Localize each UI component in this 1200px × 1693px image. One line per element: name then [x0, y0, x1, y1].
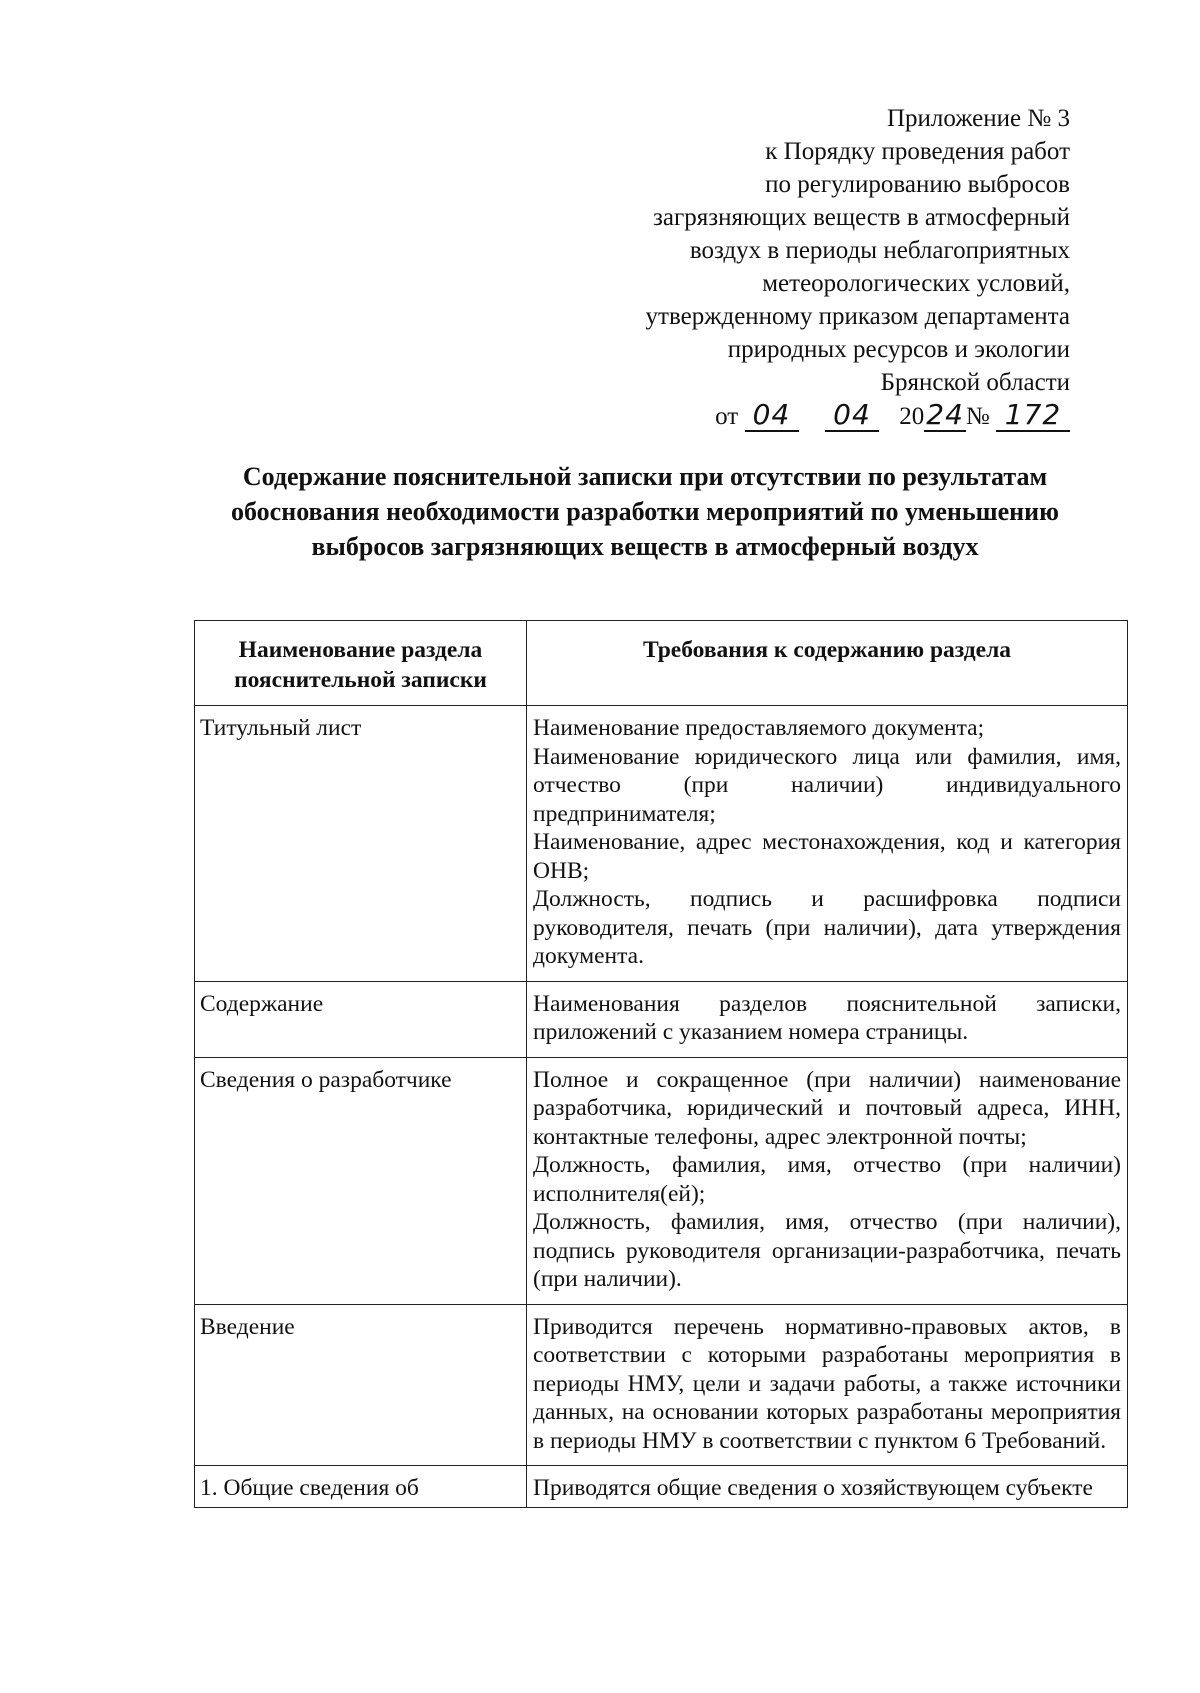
- section-name-cell: Содержание: [195, 981, 527, 1057]
- annex-line: к Порядку проведения работ: [765, 138, 1070, 165]
- annex-line: метеорологических условий,: [762, 270, 1070, 297]
- year-prefix: 20: [899, 403, 925, 430]
- annex-line: утвержденному приказом департамента: [645, 303, 1070, 330]
- table-row: [195, 1057, 1128, 1304]
- annex-line: Брянской области: [880, 369, 1070, 396]
- table-row: [195, 706, 1128, 982]
- table-row: [195, 981, 1128, 1057]
- requirements-table: [194, 620, 1128, 1508]
- document-title: [150, 459, 1140, 564]
- section-name-cell: 1. Общие сведения об: [195, 1466, 527, 1508]
- handwritten-month: 04: [825, 400, 879, 432]
- requirements-cell: [527, 981, 1128, 1057]
- section-name-cell: Титульный лист: [195, 706, 527, 982]
- requirements-cell: [527, 1304, 1128, 1466]
- title-line: обоснования необходимости разработки мероприятий по уменьшению: [231, 497, 1059, 526]
- requirement-item: Приводятся общие сведения о хозяйствующем субъекте: [533, 1475, 1093, 1501]
- annex-line: природных ресурсов и экологии: [727, 336, 1070, 363]
- requirement-item: Приводится перечень нормативно-правовых актов, в соответствии с которыми разработаны мероприятия в периоды НМУ, цели и задачи работы, а также источники данных, на основании которых разработаны мероприятия в периоды НМУ в соответствии с пунктом 6 Требований.: [533, 1313, 1121, 1454]
- table-row: [195, 1304, 1128, 1466]
- handwritten-year: 24: [926, 398, 964, 431]
- section-name-cell: Введение: [195, 1304, 527, 1466]
- requirement-item: Должность, подпись и расшифровка подписи руководителя, печать (при наличии), дата утверждения документа.: [533, 886, 1121, 969]
- annex-header: [510, 102, 1070, 433]
- requirement-item: Наименование юридического лица или фамилия, имя, отчество (при наличии) индивидуального предпринимателя;: [533, 743, 1121, 827]
- annex-line: Приложение № 3: [886, 105, 1070, 132]
- number-sign: №: [965, 403, 990, 430]
- title-line: Содержание пояснительной записки при отсутствии по результатам: [242, 462, 1048, 491]
- requirement-item: Наименование, адрес местонахождения, код и категория ОНВ;: [533, 829, 1121, 884]
- annex-line: воздух в периоды неблагоприятных: [689, 237, 1070, 264]
- date-prefix: от: [715, 403, 739, 430]
- requirements-cell: [527, 1057, 1128, 1304]
- requirement-item: Наименование предоставляемого документа;: [533, 715, 985, 741]
- requirements-cell: [527, 706, 1128, 982]
- requirement-item: Полное и сокращенное (при наличии) наименование разработчика, юридический и почтовый адреса, ИНН, контактные телефоны, адрес электронной почты;: [533, 1066, 1121, 1150]
- table-header-row: [195, 621, 1128, 706]
- order-date-line: [510, 400, 1070, 433]
- section-name-cell: Сведения о разработчике: [195, 1057, 527, 1304]
- table-row: [195, 1466, 1128, 1508]
- requirement-item: Наименования разделов пояснительной записки, приложений с указанием номера страницы.: [533, 990, 1121, 1045]
- handwritten-day: 04: [745, 400, 799, 432]
- column-header-section: Наименование раздела пояснительной записки: [195, 621, 527, 706]
- requirement-item: Должность, фамилия, имя, отчество (при наличии) исполнителя(ей);: [533, 1152, 1121, 1207]
- annex-line: по регулированию выбросов: [765, 171, 1070, 198]
- annex-line: загрязняющих веществ в атмосферный: [653, 204, 1070, 231]
- handwritten-order-number: 172: [996, 400, 1070, 432]
- column-header-requirements: Требования к содержанию раздела: [527, 621, 1128, 706]
- requirement-item: Должность, фамилия, имя, отчество (при наличии), подпись руководителя организации-разработчика, печать (при наличии).: [533, 1209, 1121, 1292]
- requirements-cell: [527, 1466, 1128, 1508]
- title-line: выбросов загрязняющих веществ в атмосферный воздух: [311, 532, 979, 561]
